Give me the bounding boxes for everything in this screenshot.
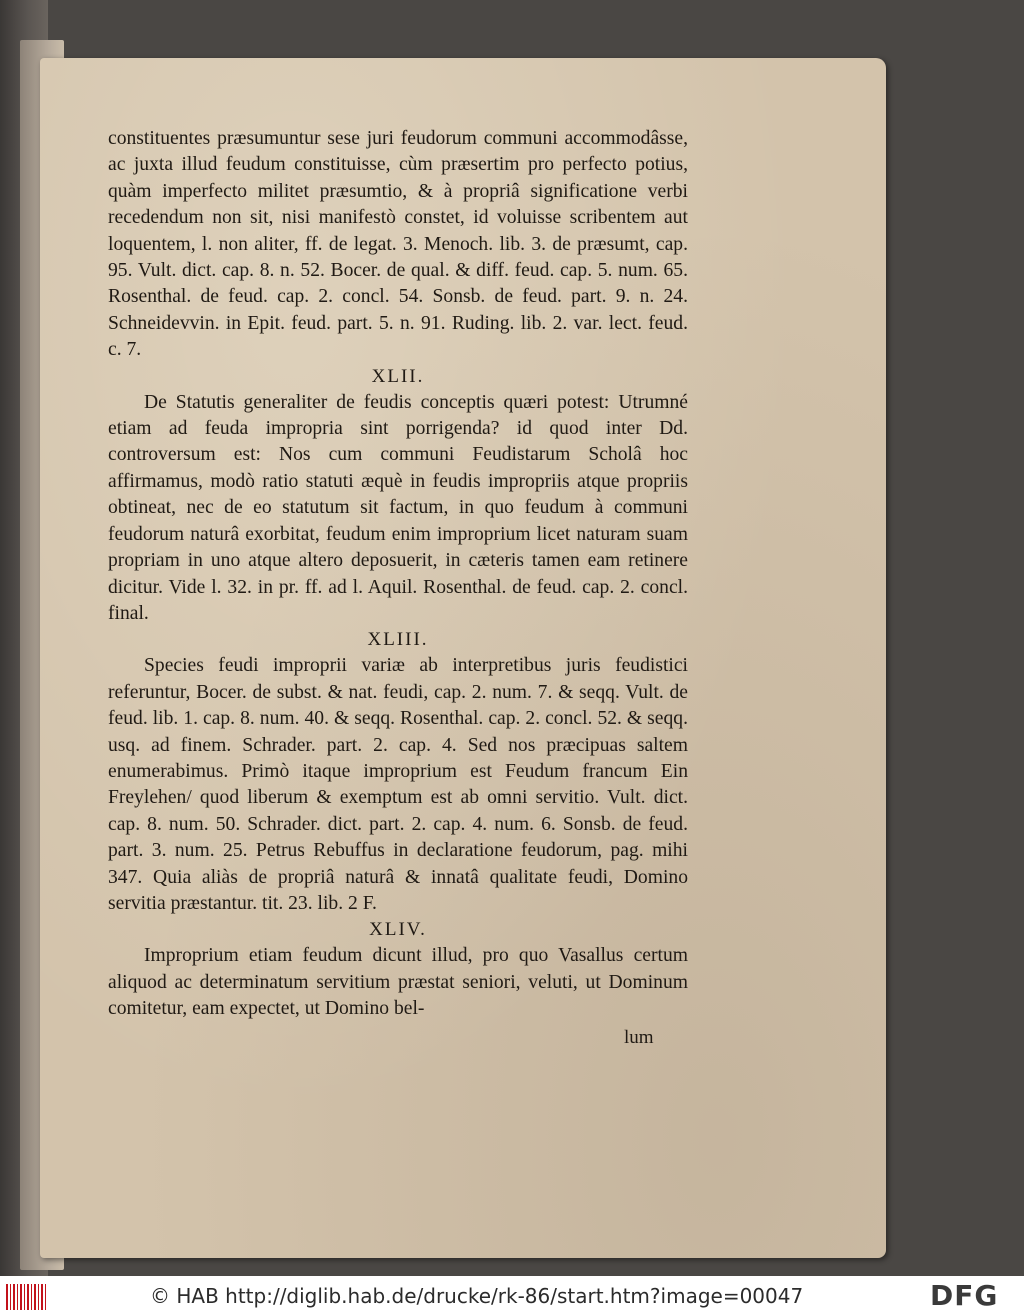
footer-bar — [0, 1276, 1024, 1316]
paragraph-xliii: Species feudi improprii variæ ab interpretibus juris feudistici referuntur, Bocer. de subst. & nat. feudi, cap. 2. num. 7. & seqq. Vult. de feud. lib. 1. cap. 8. num. 40. & seqq. Rosenthal. cap. 2. concl. 52. & seqq. usq. ad finem. Schrader. part. 2. cap. 4. Sed nos præcipuas saltem enumerabimus. Primò itaque improprium est Feudum francum Ein Freylehen/ quod liberum & exemptum est ab omni servitio. Vult. dict. cap. 8. num. 50. Schrader. dict. part. 2. cap. 4. num. 6. Sonsb. de feud. part. 3. num. 25. Petrus Rebuffus in declaratione feudorum, pag. mihi 347. Quia aliàs de propriâ naturâ & innatâ qualitate feudi, Domino servitia præstantur. tit. 23. lib. 2 F. — [108, 655, 688, 914]
barcode-icon — [6, 1284, 46, 1310]
section-heading-xliv: XLIV. — [369, 919, 427, 941]
paragraph-continuation: constituentes præsumuntur sese juri feudorum communi accommodâsse, ac juxta illud feudum constituisse, cùm præsertim pro perfecto potius, quàm imperfecto militet præsumtio, & à propriâ significatione verbi recedendum non sit, nisi manifestò constet, id voluisse scribentem aut loquentem, l. non aliter, ff. de legat. 3. Menoch. lib. 3. de præsumt, cap. 95. Vult. dict. cap. 8. n. 52. Bocer. de qual. & diff. feud. cap. 5. num. 65. Rosenthal. de feud. cap. 2. concl. 54. Sonsb. de feud. part. 9. n. 24. Schneidevvin. in Epit. feud. part. 5. n. 91. Ruding. lib. 2. var. lect. feud. c. 7. — [108, 128, 688, 361]
dfg-logo: DFG — [930, 1279, 999, 1312]
catchword: lum — [624, 1027, 654, 1048]
copyright-link[interactable]: © HAB http://diglib.hab.de/drucke/rk-86/start.htm?image=00047 — [150, 1284, 804, 1308]
paragraph-xlii: De Statutis generaliter de feudis conceptis quæri potest: Utrumné etiam ad feuda impropria sint porrigenda? id quod inter Dd. controversum est: Nos cum communi Feudistarum Scholâ hoc affirmamus, modò ratio statuti æquè in feudis impropriis atque propriis obtineat, nec de eo statutum sit factum, in quo feudum à communi feudorum naturâ exorbitat, feudum enim improprium licet naturam suam propriam in uno atque altero deposuerit, in cæteris tamen eam retinere dicitur. Vide l. 32. in pr. ff. ad l. Aquil. Rosenthal. de feud. cap. 2. concl. final. — [108, 391, 688, 624]
section-heading-xliii: XLIII. — [367, 629, 429, 651]
page-text — [108, 126, 688, 1023]
section-heading-xlii: XLII. — [371, 365, 425, 387]
paragraph-xliv: Improprium etiam feudum dicunt illud, pro quo Vasallus certum aliquod ac determinatum servitium præstat seniori, veluti, ut Dominum comitetur, eam expectet, ut Domino bel- — [108, 945, 688, 1020]
